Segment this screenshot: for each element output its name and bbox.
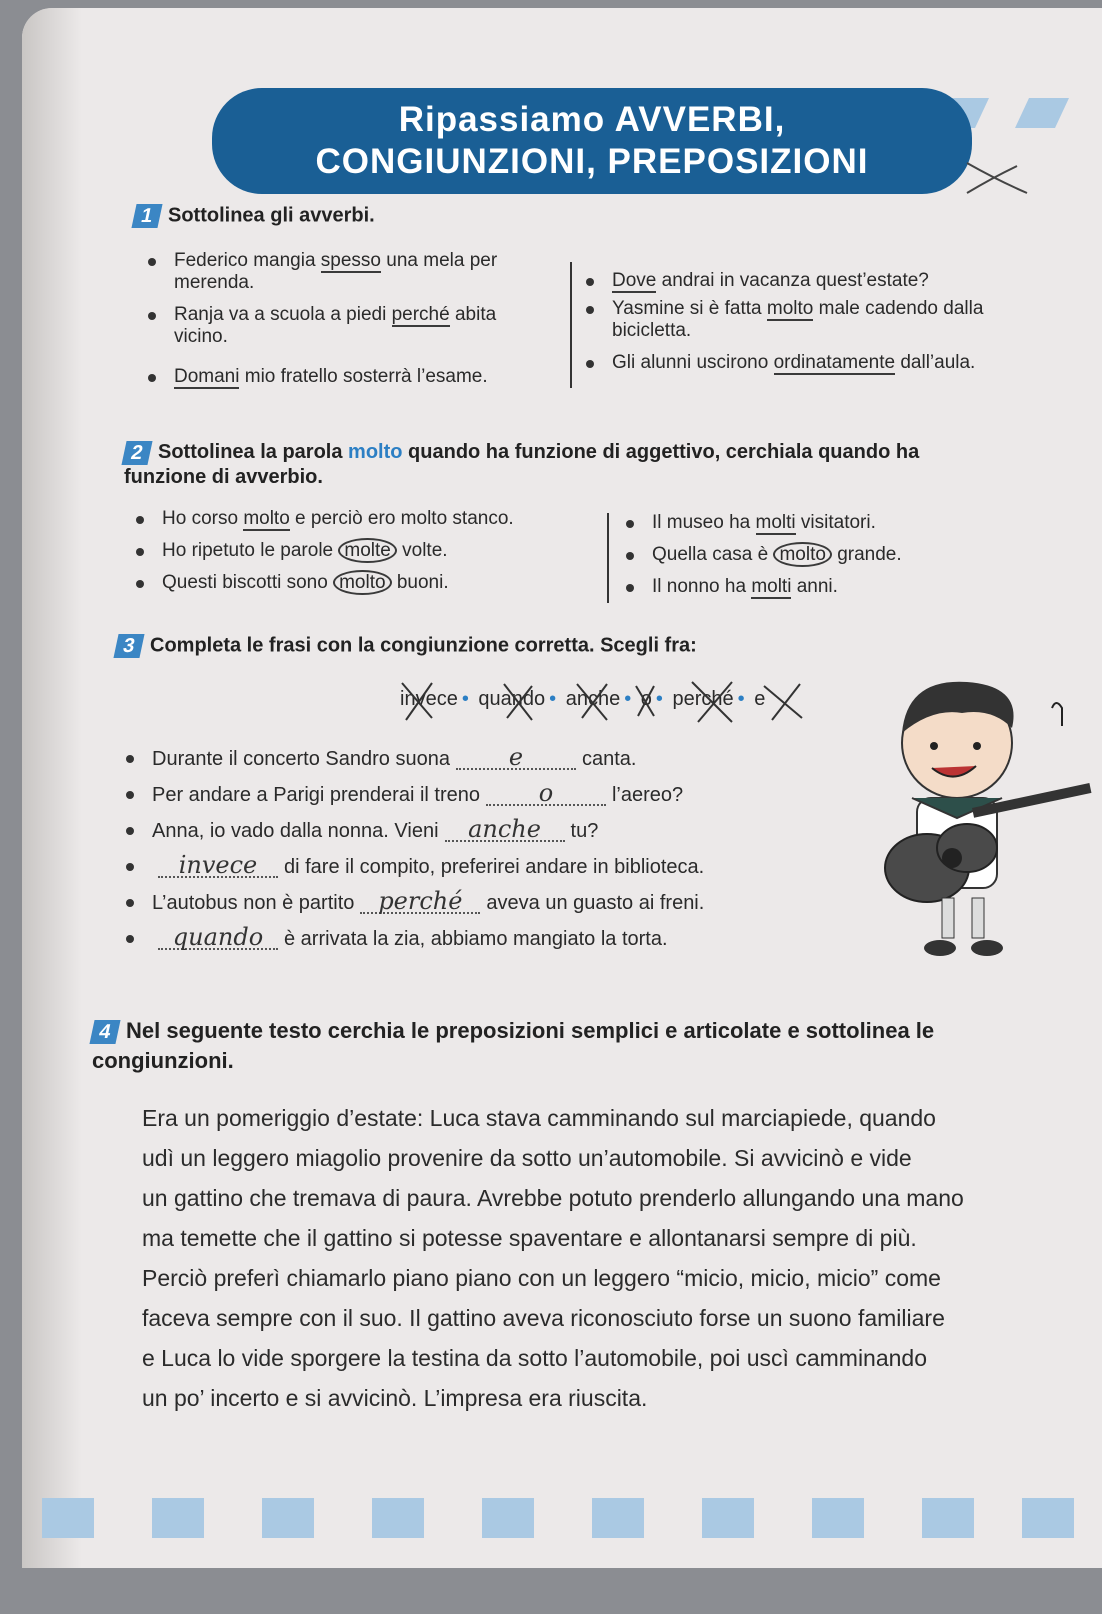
choice-word: invece <box>400 688 458 710</box>
decor-bar <box>702 1498 754 1538</box>
decor-bar <box>262 1498 314 1538</box>
exercise-2-title: 2 Sottolinea la parola molto quando ha funzione di aggettivo, cerchiala quando ha funzione di avverbio. <box>124 440 1004 489</box>
exercise-1-title: 1 Sottolinea gli avverbi. <box>134 204 375 228</box>
ex1-item-right-2: Yasmine si è fatta molto male cadendo dalla bicicletta. <box>612 298 992 342</box>
passage-line: e Luca lo vide sporgere la testina da sotto l’automobile, poi uscì camminando <box>142 1345 928 1371</box>
decor-bar <box>922 1498 974 1538</box>
passage-line: Perciò preferì chiamarlo piano piano con un leggero “micio, micio, micio” come <box>142 1265 941 1291</box>
ex3-item-2: Per andare a Parigi prenderai il treno o l’aereo? <box>152 779 684 807</box>
decor-bar <box>592 1498 644 1538</box>
conjunction-choices: invece • quando • anche • o • perché • e <box>400 688 766 710</box>
exercise-4-number: 4 <box>89 1020 120 1044</box>
answer-blank[interactable]: anche <box>445 818 565 842</box>
ex1-item-right-3: Gli alunni uscirono ordinatamente dall’aula. <box>612 352 992 374</box>
decor-bottom-bars <box>22 1498 1102 1568</box>
answer-blank[interactable]: o <box>486 782 606 806</box>
passage-line: udì un leggero miagolio provenire da sotto un’automobile. Si avvicinò e vide <box>142 1145 912 1171</box>
decor-bar <box>482 1498 534 1538</box>
answer-blank[interactable]: invece <box>158 854 278 878</box>
ex3-item-1: Durante il concerto Sandro suona e canta. <box>152 743 637 771</box>
title-line-2: CONGIUNZIONI, PREPOSIZIONI <box>315 142 869 181</box>
passage-line: Era un pomeriggio d’estate: Luca stava camminando sul marciapiede, quando <box>142 1105 936 1131</box>
workbook-page <box>22 8 1102 1568</box>
ex3-item-3: Anna, io vado dalla nonna. Vieni anche tu? <box>152 815 599 843</box>
choice-word: quando <box>478 688 546 710</box>
decor-bar <box>372 1498 424 1538</box>
boy-with-guitar-illustration <box>872 668 1102 968</box>
exercise-4-title: 4 Nel seguente testo cerchia le preposizioni semplici e articolate e sottolinea le congiunzioni. <box>92 1016 992 1076</box>
handwritten-crossouts <box>392 678 822 728</box>
page-title-banner <box>212 88 972 194</box>
answer-blank[interactable]: quando <box>158 926 278 950</box>
handwritten-x-mark <box>962 158 1032 198</box>
answer-blank[interactable]: perché <box>360 890 480 914</box>
exercise-3-title: 3 Completa le frasi con la congiunzione corretta. Scegli fra: <box>116 634 697 658</box>
passage-line: un gattino che tremava di paura. Avrebbe potuto prenderlo allungando una mano <box>142 1185 964 1211</box>
column-divider <box>570 262 572 388</box>
decor-stripe <box>1015 98 1069 128</box>
ex3-item-5: L’autobus non è partito perché aveva un guasto ai freni. <box>152 887 705 915</box>
ex2-item-right-2: Quella casa è molto grande. <box>652 544 902 565</box>
ex1-item-left-2: Ranja va a scuola a piedi perché abita vicino. <box>174 304 554 348</box>
decor-bar <box>152 1498 204 1538</box>
exercise-2-number: 2 <box>121 441 152 465</box>
exercise-1-number: 1 <box>131 204 162 228</box>
ex2-item-left-1: Ho corso molto e perciò ero molto stanco. <box>162 508 514 529</box>
exercise-3-number: 3 <box>113 634 144 658</box>
ex1-item-left-3: Domani mio fratello sosterrà l’esame. <box>174 366 554 388</box>
ex1-item-left-1: Federico mangia spesso una mela per merenda. <box>174 250 554 294</box>
title-line-1: Ripassiamo AVVERBI, <box>398 100 786 139</box>
ex3-item-4: invece di fare il compito, preferirei andare in biblioteca. <box>152 854 704 879</box>
passage-line: faceva sempre con il suo. Il gattino aveva riconosciuto forse un suono familiare <box>142 1305 945 1331</box>
ex2-item-left-2: Ho ripetuto le parole molte volte. <box>162 540 448 561</box>
choice-word: perché <box>672 688 734 710</box>
ex2-item-right-1: Il museo ha molti visitatori. <box>652 512 876 533</box>
decor-bar <box>1022 1498 1074 1538</box>
ex2-item-left-3: Questi biscotti sono molto buoni. <box>162 572 449 593</box>
page-shadow <box>22 8 82 1568</box>
ex2-item-right-3: Il nonno ha molti anni. <box>652 576 838 597</box>
ex1-item-right-1: Dove andrai in vacanza quest’estate? <box>612 270 992 292</box>
ex3-item-6: quando è arrivata la zia, abbiamo mangiato la torta. <box>152 926 668 951</box>
answer-blank[interactable]: e <box>456 746 576 770</box>
exercise-4-passage <box>142 1098 1042 1418</box>
decor-bar <box>812 1498 864 1538</box>
choice-word: o <box>640 688 652 710</box>
choice-word: anche <box>565 688 621 710</box>
passage-line: un po’ incerto e si avvicinò. L’impresa era riuscita. <box>142 1385 648 1411</box>
decor-bar <box>42 1498 94 1538</box>
passage-line: ma temette che il gattino si potesse spaventare e allontanarsi sempre di più. <box>142 1225 917 1251</box>
column-divider <box>607 513 609 603</box>
choice-word: e <box>754 688 766 710</box>
